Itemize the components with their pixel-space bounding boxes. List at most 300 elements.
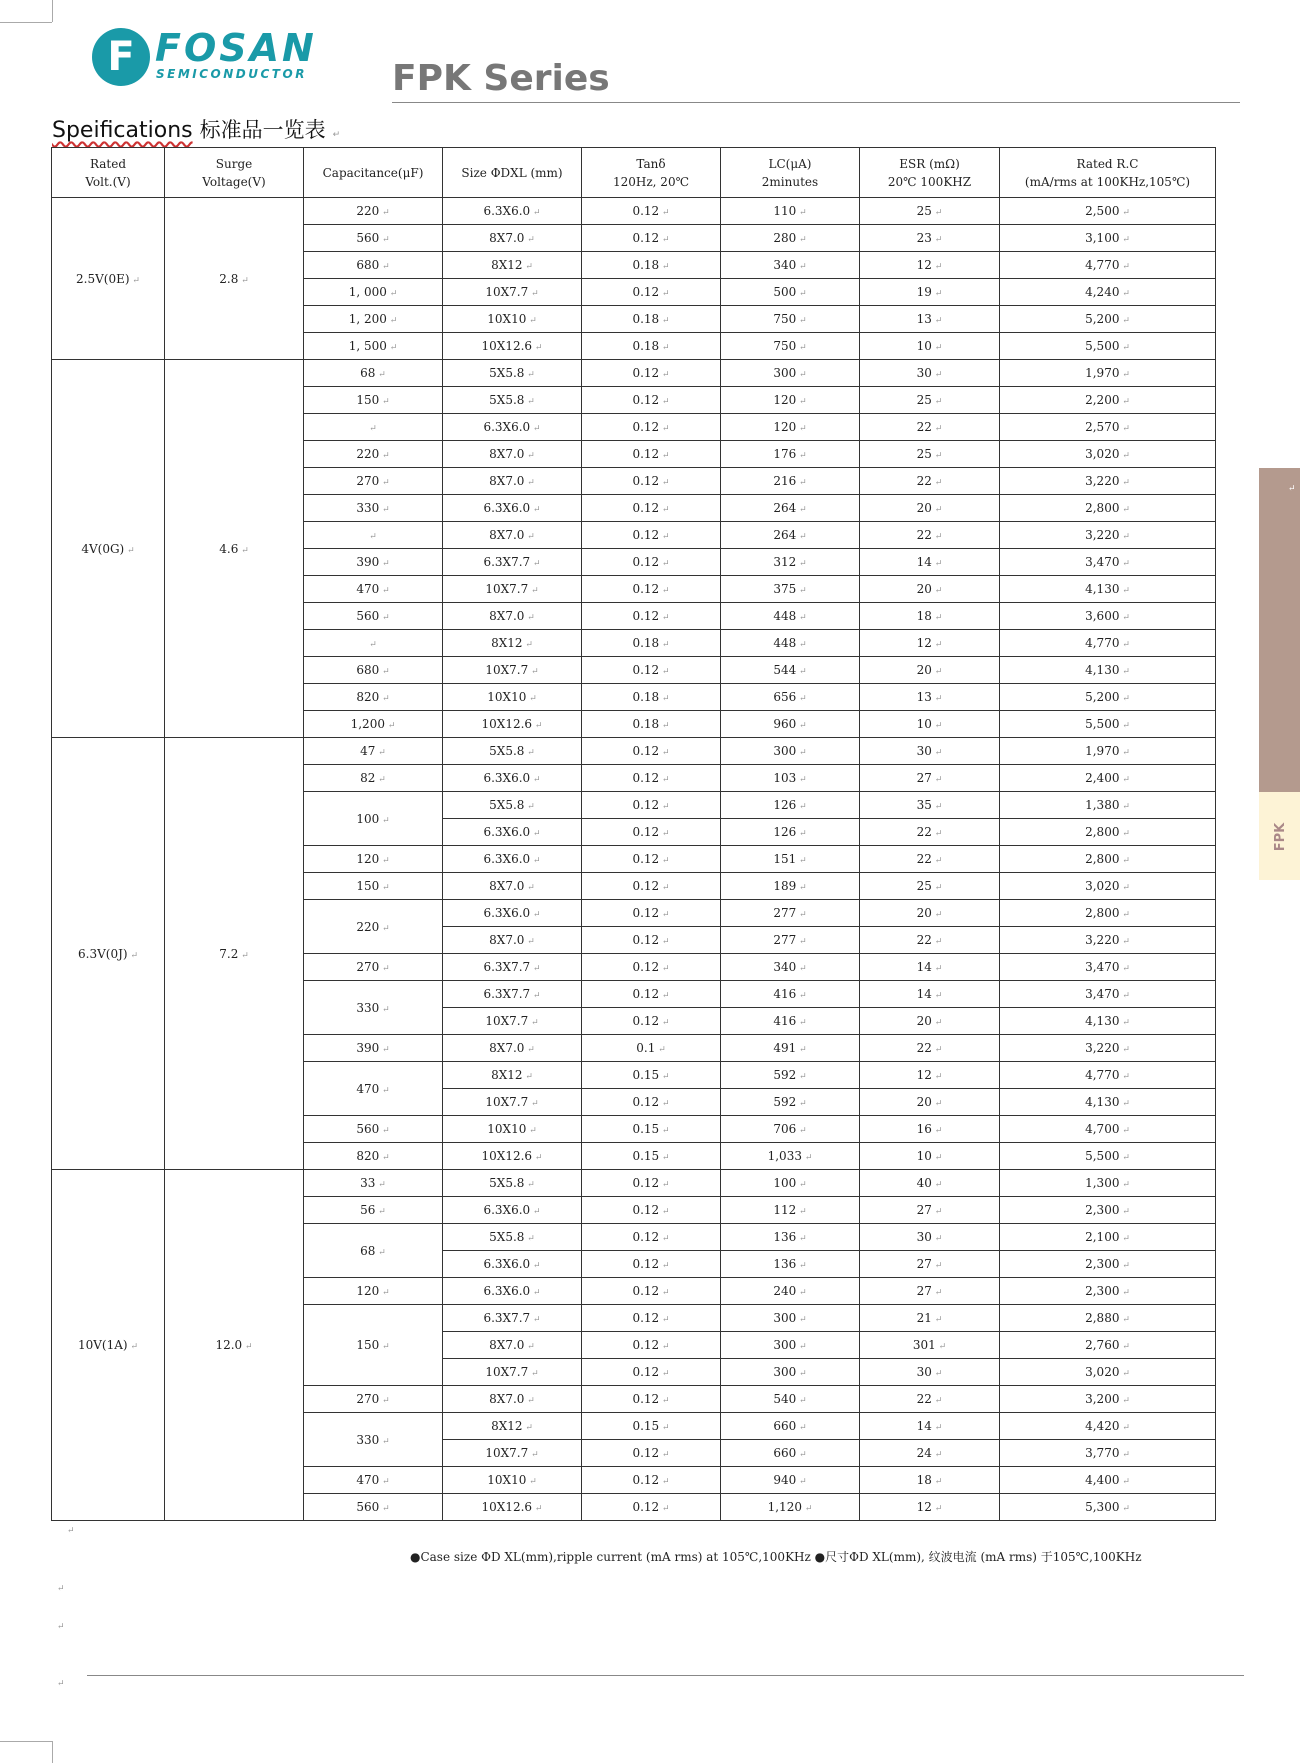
esr-cell: 12 ↵ — [860, 1494, 1000, 1521]
logo-subtitle: SEMICONDUCTOR — [156, 67, 307, 81]
size-cell: 6.3X6.0 ↵ — [443, 819, 582, 846]
tan-cell: 0.12 ↵ — [582, 576, 721, 603]
esr-cell: 14 ↵ — [860, 981, 1000, 1008]
lc-cell: 120 ↵ — [721, 414, 860, 441]
rc-cell: 2,100 ↵ — [1000, 1224, 1216, 1251]
lc-cell: 126 ↵ — [721, 792, 860, 819]
lc-cell: 300 ↵ — [721, 1332, 860, 1359]
esr-cell: 20 ↵ — [860, 900, 1000, 927]
tan-cell: 0.12 ↵ — [582, 1224, 721, 1251]
tan-cell: 0.12 ↵ — [582, 414, 721, 441]
rc-cell: 5,500 ↵ — [1000, 333, 1216, 360]
capacitance-cell: 390 ↵ — [304, 549, 443, 576]
esr-cell: 10 ↵ — [860, 333, 1000, 360]
size-cell: 8X12 ↵ — [443, 630, 582, 657]
rc-cell: 2,400 ↵ — [1000, 765, 1216, 792]
size-cell: 10X12.6 ↵ — [443, 1494, 582, 1521]
column-header-line: 120Hz, 20℃ — [612, 174, 689, 189]
tan-cell: 0.12 ↵ — [582, 981, 721, 1008]
capacitance-cell: 330 ↵ — [304, 981, 443, 1035]
rc-cell: 2,800 ↵ — [1000, 495, 1216, 522]
tan-cell: 0.12 ↵ — [582, 1278, 721, 1305]
capacitance-cell: 47 ↵ — [304, 738, 443, 765]
capacitance-cell: 820 ↵ — [304, 1143, 443, 1170]
rc-cell: 5,200 ↵ — [1000, 684, 1216, 711]
rated-voltage-cell: 6.3V(0J) ↵ — [52, 738, 165, 1170]
capacitance-cell: 150 ↵ — [304, 1305, 443, 1386]
tan-cell: 0.12 ↵ — [582, 387, 721, 414]
size-cell: 10X7.7 ↵ — [443, 576, 582, 603]
capacitance-cell: 470 ↵ — [304, 576, 443, 603]
esr-cell: 19 ↵ — [860, 279, 1000, 306]
rc-cell: 3,100 ↵ — [1000, 225, 1216, 252]
capacitance-cell: 1,200 ↵ — [304, 711, 443, 738]
esr-cell: 22 ↵ — [860, 927, 1000, 954]
esr-cell: 18 ↵ — [860, 1467, 1000, 1494]
capacitance-cell: 470 ↵ — [304, 1062, 443, 1116]
esr-cell: 14 ↵ — [860, 549, 1000, 576]
size-cell: 8X12 ↵ — [443, 1062, 582, 1089]
rc-cell: 1,300 ↵ — [1000, 1170, 1216, 1197]
size-cell: 8X7.0 ↵ — [443, 225, 582, 252]
esr-cell: 20 ↵ — [860, 576, 1000, 603]
size-cell: 10X7.7 ↵ — [443, 657, 582, 684]
size-cell: 6.3X7.7 ↵ — [443, 1305, 582, 1332]
footnote: ●Case size ΦD XL(mm),ripple current (mA rms) at 105℃,100KHz ●尺寸ΦD XL(mm), 纹波电流 (mA rms) 于105℃,100KHz — [410, 1550, 1142, 1564]
crop-mark-top-left-v — [52, 0, 53, 22]
size-cell: 10X10 ↵ — [443, 1116, 582, 1143]
side-tab-label: FPK — [1273, 822, 1288, 852]
rc-cell: 3,020 ↵ — [1000, 1359, 1216, 1386]
capacitance-cell: 82 ↵ — [304, 765, 443, 792]
table-header-row — [52, 148, 1216, 198]
lc-cell: 277 ↵ — [721, 927, 860, 954]
size-cell: 10X10 ↵ — [443, 306, 582, 333]
esr-cell: 25 ↵ — [860, 198, 1000, 225]
size-cell: 5X5.8 ↵ — [443, 387, 582, 414]
tan-cell: 0.12 ↵ — [582, 738, 721, 765]
size-cell: 10X10 ↵ — [443, 684, 582, 711]
tan-cell: 0.12 ↵ — [582, 1008, 721, 1035]
capacitance-cell: 560 ↵ — [304, 603, 443, 630]
size-cell: 5X5.8 ↵ — [443, 360, 582, 387]
capacitance-cell: 390 ↵ — [304, 1035, 443, 1062]
lc-cell: 592 ↵ — [721, 1062, 860, 1089]
rc-cell: 3,770 ↵ — [1000, 1440, 1216, 1467]
lc-cell: 660 ↵ — [721, 1413, 860, 1440]
rc-cell: 4,770 ↵ — [1000, 252, 1216, 279]
esr-cell: 22 ↵ — [860, 414, 1000, 441]
lc-cell: 448 ↵ — [721, 630, 860, 657]
capacitance-cell: 330 ↵ — [304, 495, 443, 522]
lc-cell: 940 ↵ — [721, 1467, 860, 1494]
logo-wordmark: FOSAN — [155, 26, 317, 70]
lc-cell: 176 ↵ — [721, 441, 860, 468]
rc-cell: 2,200 ↵ — [1000, 387, 1216, 414]
lc-cell: 189 ↵ — [721, 873, 860, 900]
tan-cell: 0.12 ↵ — [582, 1197, 721, 1224]
esr-cell: 22 ↵ — [860, 819, 1000, 846]
rc-cell: 4,130 ↵ — [1000, 657, 1216, 684]
table-row — [52, 1170, 1216, 1197]
rc-cell: 4,770 ↵ — [1000, 630, 1216, 657]
column-header — [860, 148, 1000, 198]
tan-cell: 0.12 ↵ — [582, 279, 721, 306]
surge-voltage-cell: 12.0 ↵ — [165, 1170, 304, 1521]
lc-cell: 500 ↵ — [721, 279, 860, 306]
column-header — [165, 148, 304, 198]
tan-cell: 0.12 ↵ — [582, 603, 721, 630]
tan-cell: 0.12 ↵ — [582, 927, 721, 954]
rc-cell: 3,020 ↵ — [1000, 873, 1216, 900]
size-cell: 8X7.0 ↵ — [443, 927, 582, 954]
esr-cell: 22 ↵ — [860, 846, 1000, 873]
esr-cell: 14 ↵ — [860, 1413, 1000, 1440]
tan-cell: 0.12 ↵ — [582, 225, 721, 252]
capacitance-cell: 1, 200 ↵ — [304, 306, 443, 333]
column-header — [52, 148, 165, 198]
size-cell: 10X12.6 ↵ — [443, 711, 582, 738]
size-cell: 6.3X6.0 ↵ — [443, 495, 582, 522]
tan-cell: 0.12 ↵ — [582, 1251, 721, 1278]
rc-cell: 2,300 ↵ — [1000, 1278, 1216, 1305]
capacitance-cell — [304, 414, 443, 441]
surge-voltage-cell: 2.8 ↵ — [165, 198, 304, 360]
tan-cell: 0.12 ↵ — [582, 549, 721, 576]
capacitance-cell: 560 ↵ — [304, 1116, 443, 1143]
size-cell: 8X7.0 ↵ — [443, 522, 582, 549]
lc-cell: 491 ↵ — [721, 1035, 860, 1062]
tan-cell: 0.12 ↵ — [582, 1359, 721, 1386]
rc-cell: 2,880 ↵ — [1000, 1305, 1216, 1332]
rc-cell: 3,470 ↵ — [1000, 549, 1216, 576]
tan-cell: 0.18 ↵ — [582, 711, 721, 738]
lc-cell: 110 ↵ — [721, 198, 860, 225]
tan-cell: 0.12 ↵ — [582, 1332, 721, 1359]
esr-cell: 22 ↵ — [860, 1386, 1000, 1413]
rc-cell: 5,500 ↵ — [1000, 1143, 1216, 1170]
capacitance-cell: 1, 500 ↵ — [304, 333, 443, 360]
size-cell: 8X7.0 ↵ — [443, 1386, 582, 1413]
size-cell: 6.3X6.0 ↵ — [443, 414, 582, 441]
rc-cell: 3,220 ↵ — [1000, 927, 1216, 954]
esr-cell: 18 ↵ — [860, 603, 1000, 630]
size-cell: 10X12.6 ↵ — [443, 333, 582, 360]
size-cell: 8X12 ↵ — [443, 252, 582, 279]
logo-letter: F — [107, 34, 135, 80]
rc-cell: 3,470 ↵ — [1000, 954, 1216, 981]
surge-voltage-cell: 7.2 ↵ — [165, 738, 304, 1170]
esr-cell: 35 ↵ — [860, 792, 1000, 819]
tan-cell: 0.1 ↵ — [582, 1035, 721, 1062]
size-cell: 8X12 ↵ — [443, 1413, 582, 1440]
esr-cell: 25 ↵ — [860, 873, 1000, 900]
tan-cell: 0.15 ↵ — [582, 1413, 721, 1440]
lc-cell: 656 ↵ — [721, 684, 860, 711]
lc-cell: 416 ↵ — [721, 981, 860, 1008]
lc-cell: 151 ↵ — [721, 846, 860, 873]
capacitance-cell: 150 ↵ — [304, 387, 443, 414]
capacitance-cell: 68 ↵ — [304, 1224, 443, 1278]
tan-cell: 0.12 ↵ — [582, 873, 721, 900]
tan-cell: 0.12 ↵ — [582, 522, 721, 549]
esr-cell: 27 ↵ — [860, 1251, 1000, 1278]
lc-cell: 544 ↵ — [721, 657, 860, 684]
esr-cell: 16 ↵ — [860, 1116, 1000, 1143]
lc-cell: 240 ↵ — [721, 1278, 860, 1305]
capacitance-cell: 33 ↵ — [304, 1170, 443, 1197]
lc-cell: 340 ↵ — [721, 954, 860, 981]
lc-cell: 216 ↵ — [721, 468, 860, 495]
capacitance-cell: 680 ↵ — [304, 657, 443, 684]
side-tab-mark: ↵ — [1288, 484, 1296, 494]
rc-cell: 4,420 ↵ — [1000, 1413, 1216, 1440]
esr-cell: 27 ↵ — [860, 1197, 1000, 1224]
esr-cell: 27 ↵ — [860, 765, 1000, 792]
esr-cell: 25 ↵ — [860, 441, 1000, 468]
column-header-line: Voltage(V) — [202, 174, 266, 189]
rc-cell: 2,300 ↵ — [1000, 1197, 1216, 1224]
column-header — [443, 148, 582, 198]
rated-voltage-cell: 4V(0G) ↵ — [52, 360, 165, 738]
esr-cell: 30 ↵ — [860, 738, 1000, 765]
capacitance-cell: 56 ↵ — [304, 1197, 443, 1224]
rc-cell: 5,300 ↵ — [1000, 1494, 1216, 1521]
lc-cell: 312 ↵ — [721, 549, 860, 576]
tan-cell: 0.12 ↵ — [582, 792, 721, 819]
lc-cell: 264 ↵ — [721, 522, 860, 549]
rated-voltage-cell: 10V(1A) ↵ — [52, 1170, 165, 1521]
tan-cell: 0.12 ↵ — [582, 1089, 721, 1116]
tan-cell: 0.12 ↵ — [582, 765, 721, 792]
tan-cell: 0.12 ↵ — [582, 954, 721, 981]
esr-cell: 20 ↵ — [860, 1089, 1000, 1116]
column-header-line: Capacitance(μF) — [322, 165, 424, 180]
capacitance-cell: 120 ↵ — [304, 846, 443, 873]
lc-cell: 136 ↵ — [721, 1224, 860, 1251]
esr-cell: 301 ↵ — [860, 1332, 1000, 1359]
column-header — [1000, 148, 1216, 198]
size-cell: 5X5.8 ↵ — [443, 1224, 582, 1251]
tan-cell: 0.12 ↵ — [582, 1440, 721, 1467]
rc-cell: 4,400 ↵ — [1000, 1467, 1216, 1494]
table-row — [52, 738, 1216, 765]
column-header-line: ESR (mΩ) — [899, 156, 960, 171]
lc-cell: 126 ↵ — [721, 819, 860, 846]
rc-cell: 1,970 ↵ — [1000, 360, 1216, 387]
size-cell: 10X7.7 ↵ — [443, 1089, 582, 1116]
spec-table — [51, 147, 1216, 1521]
tan-cell: 0.12 ↵ — [582, 1170, 721, 1197]
esr-cell: 12 ↵ — [860, 1062, 1000, 1089]
lc-cell: 340 ↵ — [721, 252, 860, 279]
rc-cell: 3,600 ↵ — [1000, 603, 1216, 630]
lc-cell: 660 ↵ — [721, 1440, 860, 1467]
esr-cell: 21 ↵ — [860, 1305, 1000, 1332]
lc-cell: 1,120 ↵ — [721, 1494, 860, 1521]
paragraph-mark: ↵ — [57, 1584, 65, 1594]
rc-cell: 2,300 ↵ — [1000, 1251, 1216, 1278]
tan-cell: 0.18 ↵ — [582, 684, 721, 711]
rc-cell: 2,500 ↵ — [1000, 198, 1216, 225]
tan-cell: 0.12 ↵ — [582, 441, 721, 468]
crop-mark-bottom-left — [0, 1741, 52, 1742]
size-cell: 8X7.0 ↵ — [443, 468, 582, 495]
rc-cell: 5,500 ↵ — [1000, 711, 1216, 738]
size-cell: 8X7.0 ↵ — [443, 441, 582, 468]
esr-cell: 12 ↵ — [860, 630, 1000, 657]
lc-cell: 1,033 ↵ — [721, 1143, 860, 1170]
column-header-line: Tanδ — [636, 156, 666, 171]
esr-cell: 10 ↵ — [860, 711, 1000, 738]
column-header-line: 20℃ 100KHZ — [887, 174, 972, 189]
rc-cell: 2,800 ↵ — [1000, 819, 1216, 846]
rc-cell: 3,220 ↵ — [1000, 522, 1216, 549]
paragraph-mark: ↵ — [67, 1526, 75, 1536]
size-cell: 10X10 ↵ — [443, 1467, 582, 1494]
paragraph-mark: ↵ — [57, 1622, 65, 1632]
tan-cell: 0.12 ↵ — [582, 495, 721, 522]
column-header-line: Rated R.C — [1076, 156, 1139, 171]
size-cell: 10X7.7 ↵ — [443, 1008, 582, 1035]
capacitance-cell: 120 ↵ — [304, 1278, 443, 1305]
column-header-line: 2minutes — [761, 174, 819, 189]
esr-cell: 30 ↵ — [860, 1224, 1000, 1251]
size-cell: 8X7.0 ↵ — [443, 1332, 582, 1359]
column-header-line: Volt.(V) — [85, 174, 131, 189]
capacitance-cell: 220 ↵ — [304, 198, 443, 225]
capacitance-cell: 820 ↵ — [304, 684, 443, 711]
lc-cell: 280 ↵ — [721, 225, 860, 252]
esr-cell: 12 ↵ — [860, 252, 1000, 279]
rc-cell: 4,240 ↵ — [1000, 279, 1216, 306]
rc-cell: 3,220 ↵ — [1000, 1035, 1216, 1062]
column-header-line: Surge — [215, 156, 253, 171]
column-header-line: (mA/rms at 100KHz,105℃) — [1024, 174, 1191, 189]
tan-cell: 0.12 ↵ — [582, 360, 721, 387]
tan-cell: 0.12 ↵ — [582, 1305, 721, 1332]
lc-cell: 300 ↵ — [721, 738, 860, 765]
size-cell: 10X12.6 ↵ — [443, 1143, 582, 1170]
column-header — [582, 148, 721, 198]
header-rule — [392, 102, 1240, 103]
size-cell: 6.3X6.0 ↵ — [443, 1251, 582, 1278]
capacitance-cell: 68 ↵ — [304, 360, 443, 387]
esr-cell: 13 ↵ — [860, 684, 1000, 711]
rc-cell: 4,130 ↵ — [1000, 1008, 1216, 1035]
lc-cell: 136 ↵ — [721, 1251, 860, 1278]
lc-cell: 120 ↵ — [721, 387, 860, 414]
size-cell: 8X7.0 ↵ — [443, 603, 582, 630]
tan-cell: 0.12 ↵ — [582, 1494, 721, 1521]
lc-cell: 706 ↵ — [721, 1116, 860, 1143]
lc-cell: 300 ↵ — [721, 1305, 860, 1332]
capacitance-cell: 270 ↵ — [304, 1386, 443, 1413]
size-cell: 6.3X6.0 ↵ — [443, 846, 582, 873]
lc-cell: 103 ↵ — [721, 765, 860, 792]
size-cell: 6.3X7.7 ↵ — [443, 954, 582, 981]
size-cell: 6.3X6.0 ↵ — [443, 1197, 582, 1224]
rc-cell: 3,470 ↵ — [1000, 981, 1216, 1008]
section-title-en: Speifications — [52, 118, 193, 143]
esr-cell: 20 ↵ — [860, 495, 1000, 522]
tan-cell: 0.12 ↵ — [582, 468, 721, 495]
lc-cell: 448 ↵ — [721, 603, 860, 630]
tan-cell: 0.18 ↵ — [582, 333, 721, 360]
tan-cell: 0.18 ↵ — [582, 306, 721, 333]
tan-cell: 0.12 ↵ — [582, 657, 721, 684]
size-cell: 10X7.7 ↵ — [443, 1359, 582, 1386]
side-tab-upper — [1259, 468, 1300, 792]
tan-cell: 0.12 ↵ — [582, 846, 721, 873]
esr-cell: 20 ↵ — [860, 1008, 1000, 1035]
size-cell: 10X7.7 ↵ — [443, 1440, 582, 1467]
size-cell: 6.3X7.7 ↵ — [443, 549, 582, 576]
esr-cell: 20 ↵ — [860, 657, 1000, 684]
lc-cell: 416 ↵ — [721, 1008, 860, 1035]
lc-cell: 112 ↵ — [721, 1197, 860, 1224]
size-cell: 6.3X6.0 ↵ — [443, 1278, 582, 1305]
tan-cell: 0.12 ↵ — [582, 819, 721, 846]
lc-cell: 100 ↵ — [721, 1170, 860, 1197]
size-cell: 6.3X6.0 ↵ — [443, 765, 582, 792]
capacitance-cell: 220 ↵ — [304, 900, 443, 954]
capacitance-cell — [304, 522, 443, 549]
crop-mark-bottom-left-v — [52, 1741, 53, 1763]
tan-cell: 0.12 ↵ — [582, 198, 721, 225]
esr-cell: 10 ↵ — [860, 1143, 1000, 1170]
capacitance-cell: 560 ↵ — [304, 1494, 443, 1521]
size-cell: 5X5.8 ↵ — [443, 738, 582, 765]
lc-cell: 592 ↵ — [721, 1089, 860, 1116]
esr-cell: 22 ↵ — [860, 468, 1000, 495]
tan-cell: 0.12 ↵ — [582, 1386, 721, 1413]
column-header-line: Rated — [89, 156, 127, 171]
esr-cell: 22 ↵ — [860, 522, 1000, 549]
column-header-line: Size ΦDXL (mm) — [461, 165, 563, 180]
tan-cell: 0.18 ↵ — [582, 252, 721, 279]
rc-cell: 2,570 ↵ — [1000, 414, 1216, 441]
capacitance-cell: 270 ↵ — [304, 954, 443, 981]
size-cell: 6.3X6.0 ↵ — [443, 198, 582, 225]
tan-cell: 0.15 ↵ — [582, 1143, 721, 1170]
capacitance-cell: 1, 000 ↵ — [304, 279, 443, 306]
esr-cell: 23 ↵ — [860, 225, 1000, 252]
lc-cell: 750 ↵ — [721, 333, 860, 360]
rc-cell: 4,770 ↵ — [1000, 1062, 1216, 1089]
capacitance-cell: 330 ↵ — [304, 1413, 443, 1467]
esr-cell: 13 ↵ — [860, 306, 1000, 333]
esr-cell: 25 ↵ — [860, 387, 1000, 414]
column-header — [304, 148, 443, 198]
table-row — [52, 360, 1216, 387]
surge-voltage-cell: 4.6 ↵ — [165, 360, 304, 738]
rc-cell: 5,200 ↵ — [1000, 306, 1216, 333]
size-cell: 5X5.8 ↵ — [443, 792, 582, 819]
table-row — [52, 198, 1216, 225]
section-title: Speifications 标准品一览表 ↵ — [52, 118, 341, 143]
capacitance-cell: 150 ↵ — [304, 873, 443, 900]
tan-cell: 0.18 ↵ — [582, 630, 721, 657]
section-title-cn: 标准品一览表 — [199, 118, 326, 142]
lc-cell: 540 ↵ — [721, 1386, 860, 1413]
series-title: FPK Series — [392, 58, 610, 99]
size-cell: 6.3X6.0 ↵ — [443, 900, 582, 927]
tan-cell: 0.12 ↵ — [582, 1467, 721, 1494]
capacitance-cell: 680 ↵ — [304, 252, 443, 279]
rc-cell: 4,700 ↵ — [1000, 1116, 1216, 1143]
tan-cell: 0.12 ↵ — [582, 900, 721, 927]
